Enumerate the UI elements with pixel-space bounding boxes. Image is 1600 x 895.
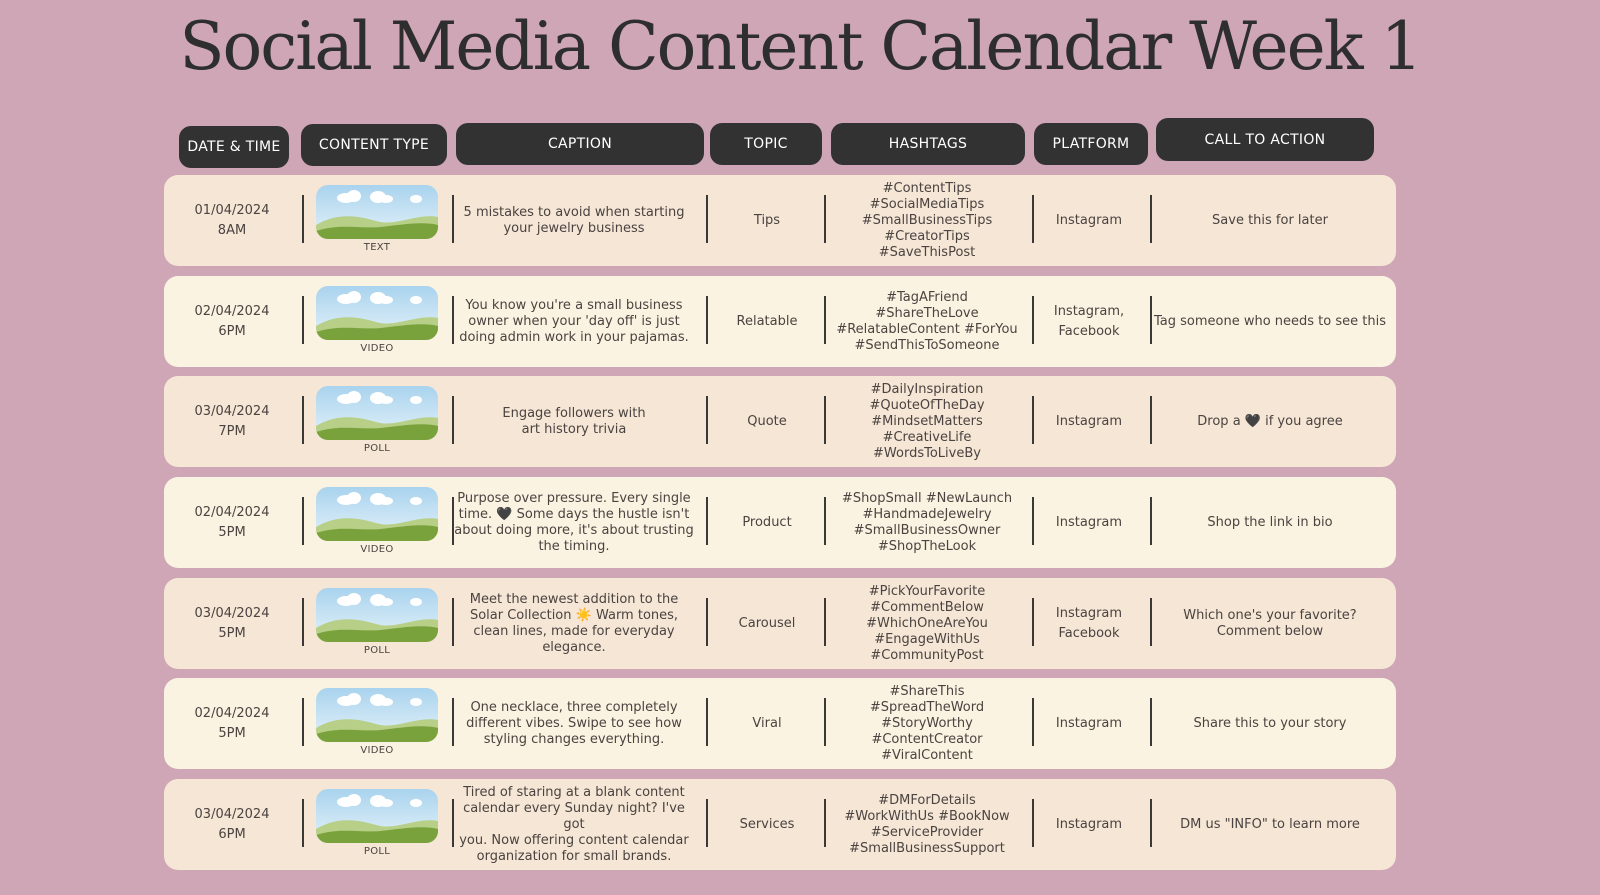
- caption-cell: Engage followers with art history trivia: [502, 405, 646, 437]
- topic-cell: Quote: [747, 413, 787, 429]
- call-to-action-cell: Which one's your favorite? Comment below: [1183, 607, 1357, 639]
- column-divider: [452, 195, 454, 243]
- content-type-label: VIDEO: [360, 343, 394, 354]
- call-to-action-cell: Tag someone who needs to see this: [1153, 313, 1386, 329]
- column-divider: [1032, 598, 1034, 646]
- column-divider: [706, 296, 708, 344]
- column-divider: [706, 598, 708, 646]
- platform-cell: Instagram: [1055, 212, 1123, 228]
- table-row: [164, 477, 1396, 568]
- content-type-cell: [316, 286, 438, 362]
- column-divider: [1032, 698, 1034, 746]
- column-divider: [824, 698, 826, 746]
- column-divider: [302, 698, 304, 746]
- header-date-time: DATE & TIME: [179, 126, 289, 168]
- content-type-cell: [316, 789, 438, 865]
- landscape-placeholder-icon: [316, 286, 438, 340]
- column-divider: [824, 799, 826, 847]
- column-divider: [1150, 799, 1152, 847]
- caption-cell: Purpose over pressure. Every single time. 🖤 Some days the hustle isn't about doing more, it's about trusting the timing.: [454, 490, 694, 554]
- column-divider: [452, 296, 454, 344]
- platform-cell: Instagram: [1055, 715, 1123, 731]
- landscape-placeholder-icon: [316, 386, 438, 440]
- column-divider: [452, 396, 454, 444]
- platform-cell: Instagram: [1055, 816, 1123, 832]
- hashtags-cell: #DMForDetails #WorkWithUs #BookNow #ServiceProvider #SmallBusinessSupport: [844, 792, 1010, 856]
- header-call-to-action: CALL TO ACTION: [1156, 118, 1374, 161]
- date-time-cell: 03/04/2024 5PM: [194, 605, 270, 641]
- call-to-action-cell: Save this for later: [1212, 212, 1328, 228]
- table-row: [164, 779, 1396, 870]
- caption-cell: One necklace, three completely different vibes. Swipe to see how styling changes everything.: [466, 699, 682, 747]
- content-type-cell: [316, 185, 438, 261]
- column-divider: [1032, 396, 1034, 444]
- column-divider: [706, 497, 708, 545]
- column-divider: [302, 799, 304, 847]
- call-to-action-cell: Drop a 🖤 if you agree: [1197, 413, 1343, 429]
- content-type-label: VIDEO: [360, 544, 394, 555]
- platform-cell: Instagram, Facebook: [1053, 303, 1125, 339]
- column-divider: [1032, 195, 1034, 243]
- column-divider: [1032, 799, 1034, 847]
- date-time-cell: 02/04/2024 5PM: [194, 504, 270, 540]
- column-divider: [1150, 698, 1152, 746]
- landscape-placeholder-icon: [316, 487, 438, 541]
- topic-cell: Viral: [752, 715, 782, 731]
- topic-cell: Tips: [753, 212, 781, 228]
- column-divider: [1032, 497, 1034, 545]
- date-time-cell: 03/04/2024 6PM: [194, 806, 270, 842]
- content-type-label: VIDEO: [360, 745, 394, 756]
- column-divider: [824, 598, 826, 646]
- date-time-cell: 02/04/2024 6PM: [194, 303, 270, 339]
- platform-cell: Instagram Facebook: [1055, 605, 1123, 641]
- column-divider: [706, 396, 708, 444]
- column-divider: [452, 799, 454, 847]
- call-to-action-cell: DM us "INFO" to learn more: [1180, 816, 1360, 832]
- column-divider: [302, 598, 304, 646]
- table-row: [164, 376, 1396, 467]
- header-hashtags: HASHTAGS: [831, 123, 1025, 165]
- column-divider: [302, 497, 304, 545]
- column-divider: [302, 296, 304, 344]
- column-divider: [706, 799, 708, 847]
- column-divider: [1150, 195, 1152, 243]
- content-type-label: POLL: [363, 645, 391, 656]
- column-divider: [1150, 296, 1152, 344]
- column-divider: [302, 195, 304, 243]
- call-to-action-cell: Share this to your story: [1193, 715, 1347, 731]
- header-content-type: CONTENT TYPE: [301, 124, 447, 166]
- hashtags-cell: #ShareThis #SpreadTheWord #StoryWorthy #ContentCreator #ViralContent: [869, 683, 985, 763]
- header-platform: PLATFORM: [1034, 123, 1148, 165]
- landscape-placeholder-icon: [316, 789, 438, 843]
- column-divider: [824, 396, 826, 444]
- hashtags-cell: #TagAFriend #ShareTheLove #RelatableContent #ForYou #SendThisToSomeone: [836, 289, 1018, 353]
- landscape-placeholder-icon: [316, 688, 438, 742]
- hashtags-cell: #DailyInspiration #QuoteOfTheDay #MindsetMatters #CreativeLife #WordsToLiveBy: [869, 381, 985, 461]
- topic-cell: Carousel: [738, 615, 796, 631]
- landscape-placeholder-icon: [316, 185, 438, 239]
- column-divider: [824, 296, 826, 344]
- header-caption: CAPTION: [456, 123, 704, 165]
- column-divider: [452, 497, 454, 545]
- date-time-cell: 01/04/2024 8AM: [194, 202, 270, 238]
- column-divider: [1150, 497, 1152, 545]
- caption-cell: Meet the newest addition to the Solar Collection ☀️ Warm tones, clean lines, made for everyday elegance.: [469, 591, 679, 655]
- column-divider: [824, 497, 826, 545]
- date-time-cell: 02/04/2024 5PM: [194, 705, 270, 741]
- content-type-label: POLL: [363, 443, 391, 454]
- content-type-label: POLL: [363, 846, 391, 857]
- platform-cell: Instagram: [1055, 413, 1123, 429]
- column-divider: [302, 396, 304, 444]
- date-time-cell: 03/04/2024 7PM: [194, 403, 270, 439]
- column-divider: [1150, 598, 1152, 646]
- call-to-action-cell: Shop the link in bio: [1207, 514, 1333, 530]
- table-row: [164, 678, 1396, 769]
- caption-cell: You know you're a small business owner when your 'day off' is just doing admin work in your pajamas.: [459, 297, 689, 345]
- topic-cell: Relatable: [736, 313, 798, 329]
- column-divider: [452, 698, 454, 746]
- platform-cell: Instagram: [1055, 514, 1123, 530]
- table-row: [164, 175, 1396, 266]
- column-divider: [1150, 396, 1152, 444]
- content-type-cell: [316, 688, 438, 764]
- content-type-cell: [316, 386, 438, 462]
- landscape-placeholder-icon: [316, 588, 438, 642]
- caption-cell: 5 mistakes to avoid when starting your jewelry business: [463, 204, 685, 236]
- table-header: [0, 0, 1600, 170]
- hashtags-cell: #ShopSmall #NewLaunch #HandmadeJewelry #SmallBusinessOwner #ShopTheLook: [841, 490, 1013, 554]
- topic-cell: Services: [739, 816, 795, 832]
- page-title: Social Media Content Calendar Week 1: [179, 8, 1421, 85]
- caption-cell: Tired of staring at a blank content calendar every Sunday night? I've got you. Now offering content calendar organization for small brands.: [459, 784, 689, 864]
- column-divider: [706, 698, 708, 746]
- column-divider: [824, 195, 826, 243]
- content-type-cell: [316, 487, 438, 563]
- table-row: [164, 276, 1396, 367]
- content-type-label: TEXT: [363, 242, 391, 253]
- hashtags-cell: #PickYourFavorite #CommentBelow #WhichOneAreYou #EngageWithUs #CommunityPost: [866, 583, 988, 663]
- column-divider: [452, 598, 454, 646]
- hashtags-cell: #ContentTips #SocialMediaTips #SmallBusinessTips #CreatorTips #SaveThisPost: [861, 180, 993, 260]
- content-type-cell: [316, 588, 438, 664]
- header-topic: TOPIC: [710, 123, 822, 165]
- table-row: [164, 578, 1396, 669]
- topic-cell: Product: [742, 514, 792, 530]
- column-divider: [1032, 296, 1034, 344]
- column-divider: [706, 195, 708, 243]
